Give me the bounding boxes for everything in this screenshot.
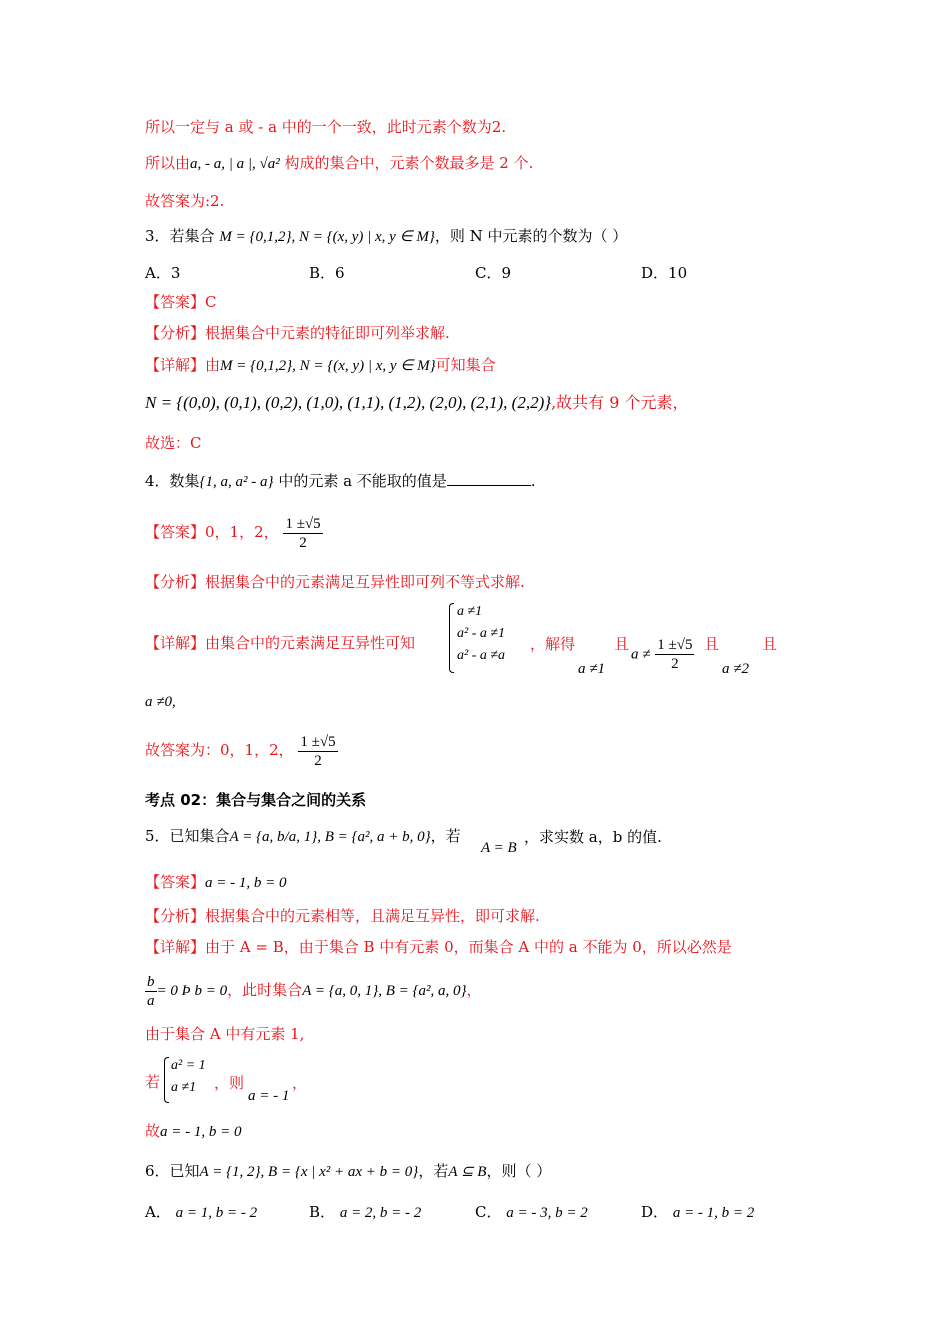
analysis-text: 根据集合中元素的特征即可列举求解. bbox=[205, 324, 450, 342]
analysis-line bbox=[145, 906, 540, 926]
inequality-system bbox=[449, 601, 529, 675]
text: 6．已知 bbox=[145, 1162, 200, 1180]
text: ，若 bbox=[430, 827, 461, 845]
option-d[interactable]: D．10 bbox=[641, 264, 688, 282]
text: 且 bbox=[704, 635, 720, 653]
math-expression: {1, a, a² - a} bbox=[199, 474, 274, 490]
solution-line bbox=[145, 153, 533, 174]
detail-tag: 【详解】 bbox=[145, 356, 206, 374]
brace bbox=[449, 603, 454, 673]
fraction-numerator: 1 ±√5 bbox=[657, 637, 693, 653]
system-row: a² - a ≠1 bbox=[457, 626, 506, 641]
option-label: C． bbox=[475, 1203, 502, 1221]
text: 且 bbox=[762, 635, 778, 653]
result-value: a = - 1 bbox=[248, 1088, 290, 1104]
fraction bbox=[298, 733, 337, 770]
math-expression: A ⊆ B bbox=[448, 1164, 487, 1180]
text: ，若 bbox=[418, 1162, 449, 1180]
text: 3．若集合 bbox=[145, 227, 215, 245]
option-a[interactable]: A．3 bbox=[145, 264, 181, 282]
math-expression: A = {a, 0, 1}, B = {a², a, 0} bbox=[302, 983, 467, 999]
detail-tag: 【详解】 bbox=[145, 634, 206, 652]
solution-line: 故答案为:2. bbox=[145, 192, 225, 210]
option-a[interactable] bbox=[145, 1201, 257, 1222]
result-value: a ≠2 bbox=[722, 661, 749, 677]
system-row: a ≠1 bbox=[171, 1080, 197, 1095]
text: 中的元素 a 不能取的值是 bbox=[273, 472, 447, 490]
question-4-stem bbox=[145, 471, 536, 492]
answer-tag: 【答案】 bbox=[145, 873, 206, 891]
text: 所以由 bbox=[145, 154, 191, 172]
final-answer-line bbox=[145, 730, 338, 770]
text: ， bbox=[466, 981, 482, 999]
answer-blank[interactable] bbox=[447, 471, 531, 486]
set-listing-line bbox=[145, 393, 689, 413]
question-5-stem bbox=[145, 826, 461, 847]
math-expression: M = {0,1,2}, N = {(x, y) | x, y ∈ M} bbox=[219, 229, 435, 245]
detail-line bbox=[145, 355, 496, 376]
text: ，解得 bbox=[530, 635, 576, 653]
option-math: a = - 1, b = 2 bbox=[672, 1205, 755, 1221]
option-math: a = 1, b = - 2 bbox=[175, 1205, 258, 1221]
math-expression: a ≠ bbox=[631, 646, 651, 663]
detail-line bbox=[145, 937, 732, 957]
conclusion-line bbox=[145, 1121, 242, 1142]
text: ， bbox=[292, 1074, 308, 1092]
answer-value: C bbox=[205, 293, 217, 311]
fraction bbox=[283, 515, 322, 552]
math-expression: a = - 1, b = 0 bbox=[160, 1124, 242, 1140]
text: 构成的集合中，元素个数最多是 2 个. bbox=[279, 154, 534, 172]
section-heading: 考点 02：集合与集合之间的关系 bbox=[145, 791, 367, 809]
text: 由 bbox=[205, 356, 221, 374]
option-b[interactable]: B．6 bbox=[309, 264, 345, 282]
system-row: a² = 1 bbox=[171, 1058, 206, 1073]
option-math: a = 2, b = - 2 bbox=[339, 1205, 422, 1221]
condition: A = B bbox=[481, 840, 517, 856]
detail-line: 由于集合 A 中有元素 1, bbox=[145, 1025, 305, 1043]
option-c[interactable]: C．9 bbox=[475, 264, 512, 282]
fraction-denominator: 2 bbox=[299, 534, 307, 551]
fraction-numerator: 1 ±√5 bbox=[300, 733, 336, 750]
option-d[interactable] bbox=[641, 1201, 754, 1222]
text: 且 bbox=[614, 635, 630, 653]
question-3-stem bbox=[145, 226, 627, 247]
result-value: a ≠1 bbox=[578, 661, 605, 677]
analysis-tag: 【分析】 bbox=[145, 324, 206, 342]
answer-line bbox=[145, 512, 323, 552]
answer-value: 0，1，2， bbox=[205, 523, 279, 541]
question-6-stem bbox=[145, 1161, 551, 1182]
fraction-denominator: 2 bbox=[671, 656, 679, 672]
text: ，此时集合 bbox=[227, 981, 303, 999]
solution-line: 所以一定与 a 或 - a 中的一个一致，此时元素个数为2. bbox=[145, 118, 507, 136]
analysis-text: 根据集合中的元素相等，且满足互异性，即可求解. bbox=[205, 907, 540, 925]
analysis-tag: 【分析】 bbox=[145, 573, 206, 591]
option-label: A． bbox=[145, 1203, 171, 1221]
text: 由于 A = B，由于集合 B 中有元素 0，而集合 A 中的 a 不能为 0，所以必然是 bbox=[205, 938, 732, 956]
answer-tag: 【答案】 bbox=[145, 293, 206, 311]
text: ,故共有 9 个元素， bbox=[551, 393, 689, 412]
fraction bbox=[655, 636, 694, 673]
math-expression: A = {1, 2}, B = {x | x² + ax + b = 0} bbox=[199, 1164, 419, 1180]
text: 可知集合 bbox=[435, 356, 496, 374]
detail-tag: 【详解】 bbox=[145, 938, 206, 956]
math-expression: , B = {a², a + b, 0} bbox=[317, 829, 431, 845]
option-c[interactable] bbox=[475, 1201, 588, 1222]
result-value bbox=[631, 636, 694, 673]
brace bbox=[164, 1057, 169, 1103]
option-b[interactable] bbox=[309, 1201, 421, 1222]
answer-value: a = - 1, b = 0 bbox=[205, 875, 287, 891]
detail-line: 若 bbox=[145, 1073, 161, 1091]
math-expression: N = {(0,0), (0,1), (0,2), (1,0), (1,1), (1,2), (2,0), (2,1), (2,2)} bbox=[145, 393, 552, 412]
text: ，则 N 中元素的个数为（ ） bbox=[434, 227, 628, 245]
analysis-text: 根据集合中的元素满足互异性即可列不等式求解. bbox=[205, 573, 525, 591]
fraction-numerator: 1 ±√5 bbox=[285, 515, 321, 532]
system-row: a ≠1 bbox=[457, 604, 483, 619]
text: ，求实数 a，b 的值. bbox=[524, 828, 662, 846]
text: 5．已知集合 bbox=[145, 827, 230, 845]
option-label: D． bbox=[641, 1203, 669, 1221]
text: 由集合中的元素满足互异性可知 bbox=[205, 634, 416, 652]
detail-line: a ≠0, bbox=[145, 694, 176, 710]
text: . bbox=[530, 472, 536, 490]
text: 4．数集 bbox=[145, 472, 200, 490]
text: 故 bbox=[145, 1122, 161, 1140]
analysis-line bbox=[145, 323, 450, 343]
detail-line bbox=[145, 633, 415, 653]
math-expression: = 0 Þ b = 0 bbox=[156, 983, 228, 999]
fraction-denominator: 2 bbox=[314, 752, 322, 769]
analysis-line bbox=[145, 572, 525, 592]
option-label: B． bbox=[309, 1203, 336, 1221]
math-expression: M = {0,1,2}, N = {(x, y) | x, y ∈ M} bbox=[220, 358, 436, 374]
conclusion-line: 故选：C bbox=[145, 434, 202, 452]
text: ，则 bbox=[214, 1074, 245, 1092]
text: 故答案为：0，1，2， bbox=[145, 741, 294, 759]
answer-line bbox=[145, 872, 287, 893]
answer-tag: 【答案】 bbox=[145, 523, 206, 541]
fraction: $\frac{b}{a}$ bbox=[147, 973, 155, 1009]
option-math: a = - 3, b = 2 bbox=[506, 1205, 588, 1221]
analysis-tag: 【分析】 bbox=[145, 907, 206, 925]
answer-line bbox=[145, 292, 217, 312]
text: ，则（ ） bbox=[486, 1162, 552, 1180]
math-expression: a, - a, | a |, √a² bbox=[190, 156, 280, 172]
math-expression: A = {a, b/a, 1} bbox=[229, 829, 318, 845]
detail-line bbox=[145, 968, 482, 1013]
system-row: a² - a ≠a bbox=[457, 648, 506, 663]
